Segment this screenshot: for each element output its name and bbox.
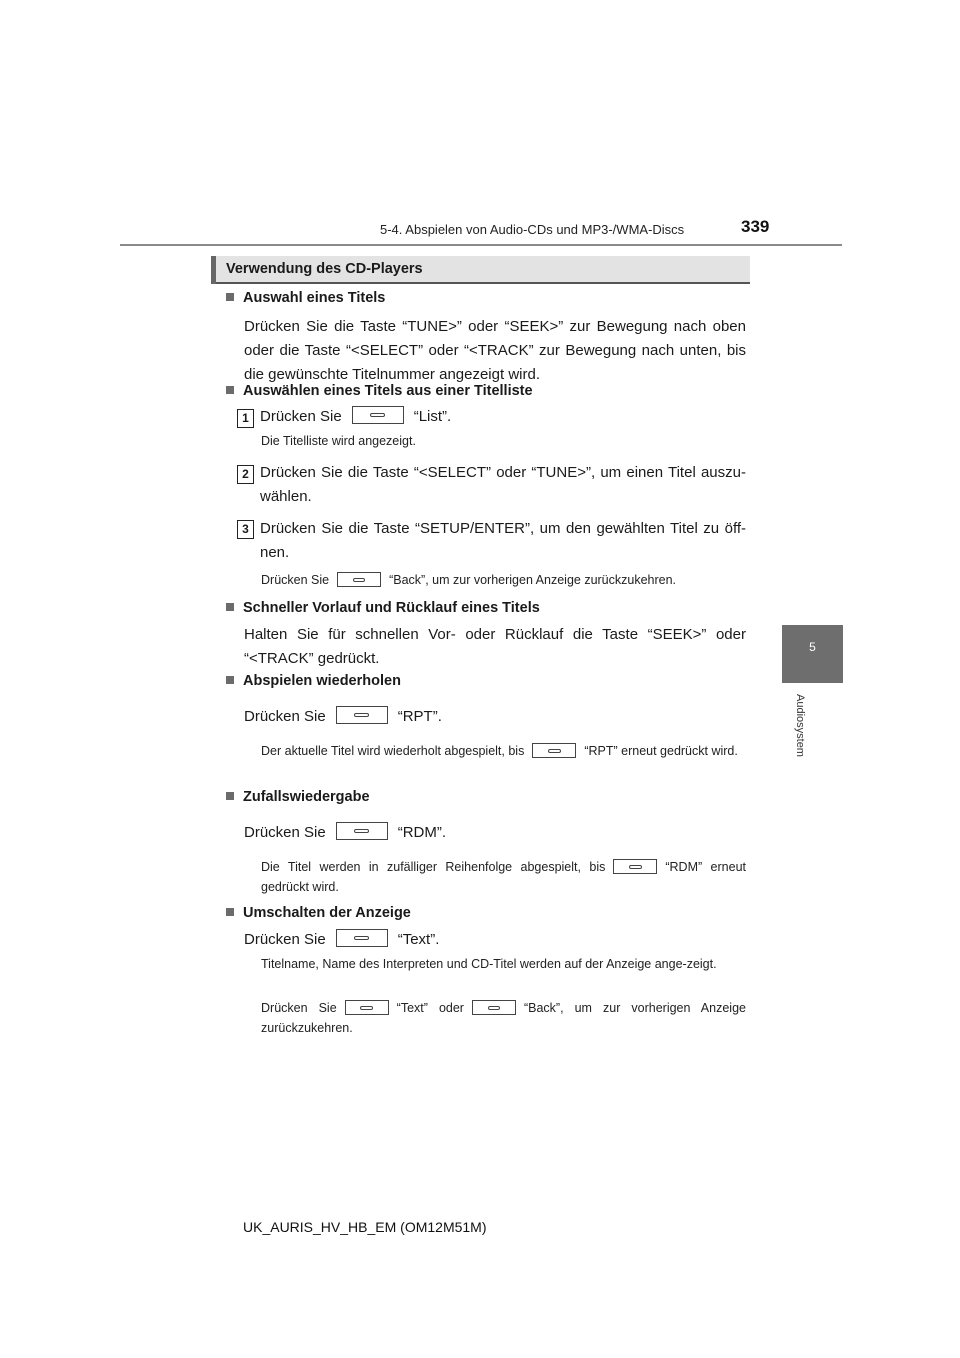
repeat-instruction: Drücken Sie “RPT”. — [244, 708, 442, 725]
chapter-label: Audiosystem — [794, 694, 806, 757]
heading-random: Zufallswiedergabe — [226, 789, 370, 805]
step-number-1: 1 — [237, 409, 254, 428]
section-title-bar — [211, 256, 216, 284]
screen-button-icon — [336, 706, 388, 724]
square-bullet-icon — [226, 908, 234, 916]
heading-repeat: Abspielen wiederholen — [226, 673, 401, 689]
repeat-note: Der aktuelle Titel wird wiederholt abgespielt, bis “RPT” erneut gedrückt wird. — [261, 744, 738, 758]
square-bullet-icon — [226, 386, 234, 394]
heading-display: Umschalten der Anzeige — [226, 905, 411, 921]
step-1-text: Drücken Sie “List”. — [260, 408, 452, 425]
step-2-text: Drücken Sie die Taste “<SELECT” oder “TUNE>”, um einen Titel auszu-wählen. — [260, 464, 746, 505]
square-bullet-icon — [226, 792, 234, 800]
screen-button-icon — [345, 1000, 389, 1015]
heading-select-track: Auswahl eines Titels — [226, 290, 385, 306]
header-rule — [120, 244, 842, 246]
header-section-title: 5-4. Abspielen von Audio-CDs und MP3-/WMA-Discs — [380, 222, 685, 237]
screen-button-icon — [613, 859, 657, 874]
paragraph-select-track: Drücken Sie die Taste “TUNE>” oder “SEEK>” zur Bewegung nach oben oder die Taste “<SELECT” oder “<TRACK” zur Bewegung nach unten, bis die gewünschte Titelnummer angezeigt wird. — [244, 318, 746, 383]
heading-select-list: Auswählen eines Titels aus einer Titelliste — [226, 383, 533, 399]
chapter-number: 5 — [809, 640, 816, 654]
page-number: 339 — [741, 217, 770, 236]
screen-button-icon — [352, 406, 404, 424]
display-note-1: Titelname, Name des Interpreten und CD-Titel werden auf der Anzeige ange-zeigt. — [261, 957, 717, 971]
display-instruction: Drücken Sie “Text”. — [244, 931, 440, 948]
heading-fast-forward: Schneller Vorlauf und Rücklauf eines Titels — [226, 600, 540, 616]
screen-button-icon — [336, 929, 388, 947]
section-title: Verwendung des CD-Players — [226, 261, 423, 277]
square-bullet-icon — [226, 603, 234, 611]
screen-button-icon — [336, 822, 388, 840]
back-note: Drücken Sie “Back”, um zur vorherigen Anzeige zurückzukehren. — [261, 573, 677, 587]
screen-button-icon — [472, 1000, 516, 1015]
screen-button-icon — [337, 572, 381, 587]
step-1-note: Die Titelliste wird angezeigt. — [261, 434, 416, 448]
footer-model-code: UK_AURIS_HV_HB_EM (OM12M51M) — [243, 1219, 487, 1235]
square-bullet-icon — [226, 293, 234, 301]
display-note-2: Drücken Sie “Text” oder “Back”, um zur vorherigen Anzeige zurückzukehren. — [261, 1001, 746, 1035]
paragraph-fast-forward: Halten Sie für schnellen Vor- oder Rücklauf die Taste “SEEK>” oder “<TRACK” gedrückt. — [244, 626, 746, 667]
random-instruction: Drücken Sie “RDM”. — [244, 824, 447, 841]
chapter-tab — [782, 625, 843, 683]
step-number-3: 3 — [237, 520, 254, 539]
square-bullet-icon — [226, 676, 234, 684]
step-3-text: Drücken Sie die Taste “SETUP/ENTER”, um den gewählten Titel zu öff-nen. — [260, 520, 746, 561]
step-number-2: 2 — [237, 465, 254, 484]
screen-button-icon — [532, 743, 576, 758]
random-note: Die Titel werden in zufälliger Reihenfolge abgespielt, bis “RDM” erneut gedrückt wird. — [261, 860, 746, 894]
